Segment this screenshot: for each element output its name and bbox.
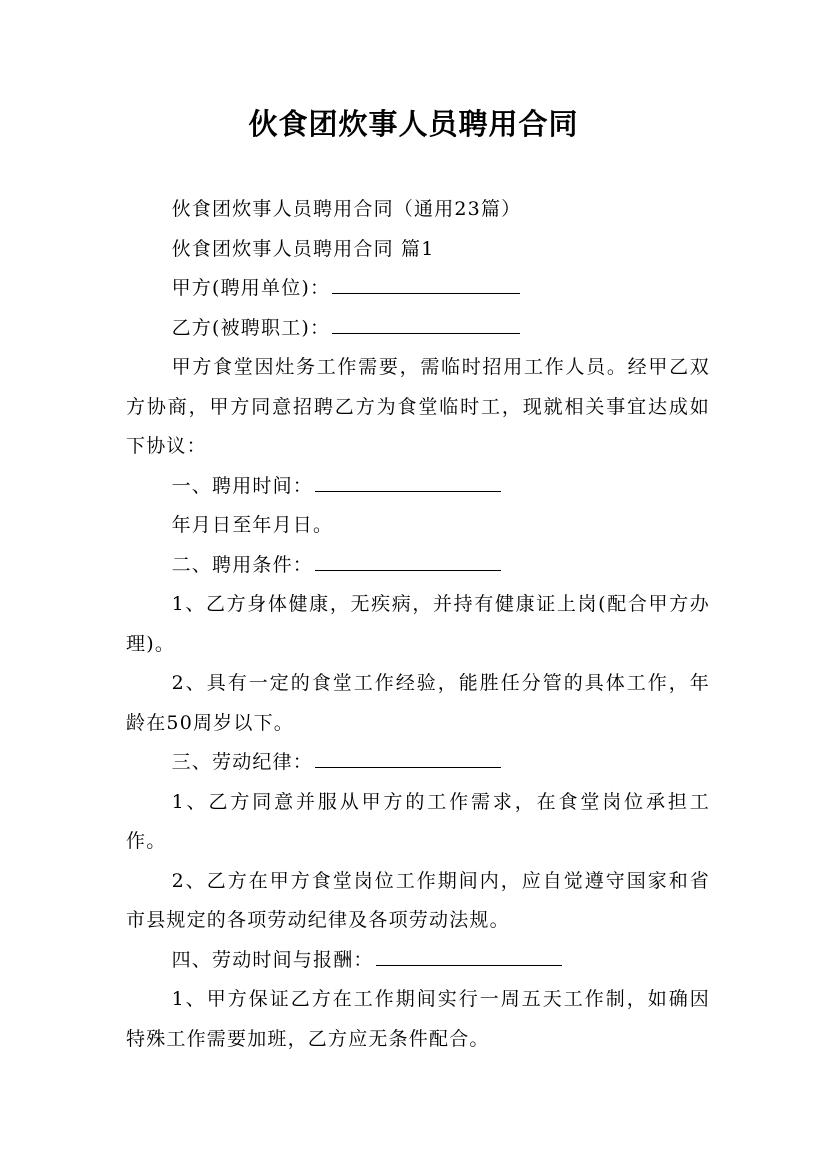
document-body (126, 190, 710, 1059)
employment-conditions-label: 二、聘用条件： (171, 553, 313, 576)
party-b-label: 乙方(被聘职工)： (171, 316, 331, 339)
discipline-item-2: 2、乙方在甲方食堂岗位工作期间内，应自觉遵守国家和省市县规定的各项劳动纪律及各项劳动法规。 (126, 869, 710, 931)
party-a-label: 甲方(聘用单位)： (171, 277, 331, 299)
employment-period-blank-line (315, 472, 501, 492)
condition-item-2: 2、具有一定的食堂工作经验，能胜任分管的具体工作，年龄在50周岁以下。 (126, 672, 710, 734)
party-b-line (126, 309, 710, 349)
employment-period-label: 一、聘用时间： (171, 474, 313, 497)
employment-dates: 年月日至年月日。 (171, 514, 334, 536)
party-a-blank-line (332, 274, 520, 294)
party-a-line (126, 269, 710, 309)
labor-discipline-label: 三、劳动纪律： (171, 751, 313, 773)
party-b-blank-line (332, 314, 520, 334)
labor-discipline-blank-line (315, 748, 501, 768)
condition-item-1: 1、乙方身体健康，无疾病，并持有健康证上岗(配合甲方办理)。 (126, 593, 710, 655)
discipline-item-1: 1、乙方同意并服从甲方的工作需求，在食堂岗位承担工作。 (126, 790, 710, 852)
labor-discipline-line (126, 743, 710, 783)
section-heading-part-1: 伙食团炊事人员聘用合同 篇1 (171, 237, 435, 260)
contract-subtitle: 伙食团炊事人员聘用合同（通用23篇） (171, 198, 522, 220)
hours-pay-line (126, 941, 710, 981)
document-title: 伙食团炊事人员聘用合同 (248, 107, 579, 141)
employment-conditions-blank-line (315, 551, 501, 571)
hours-pay-blank-line (376, 946, 562, 966)
employment-period-line (126, 467, 710, 507)
employment-conditions-line (126, 546, 710, 586)
hours-item-1: 1、甲方保证乙方在工作期间实行一周五天工作制，如确因特殊工作需要加班，乙方应无条件配合。 (126, 988, 710, 1050)
intro-paragraph: 甲方食堂因灶务工作需要，需临时招用工作人员。经甲乙双方协商，甲方同意招聘乙方为食堂临时工，现就相关事宜达成如下协议： (126, 356, 710, 457)
hours-pay-label: 四、劳动时间与报酬： (171, 948, 374, 971)
